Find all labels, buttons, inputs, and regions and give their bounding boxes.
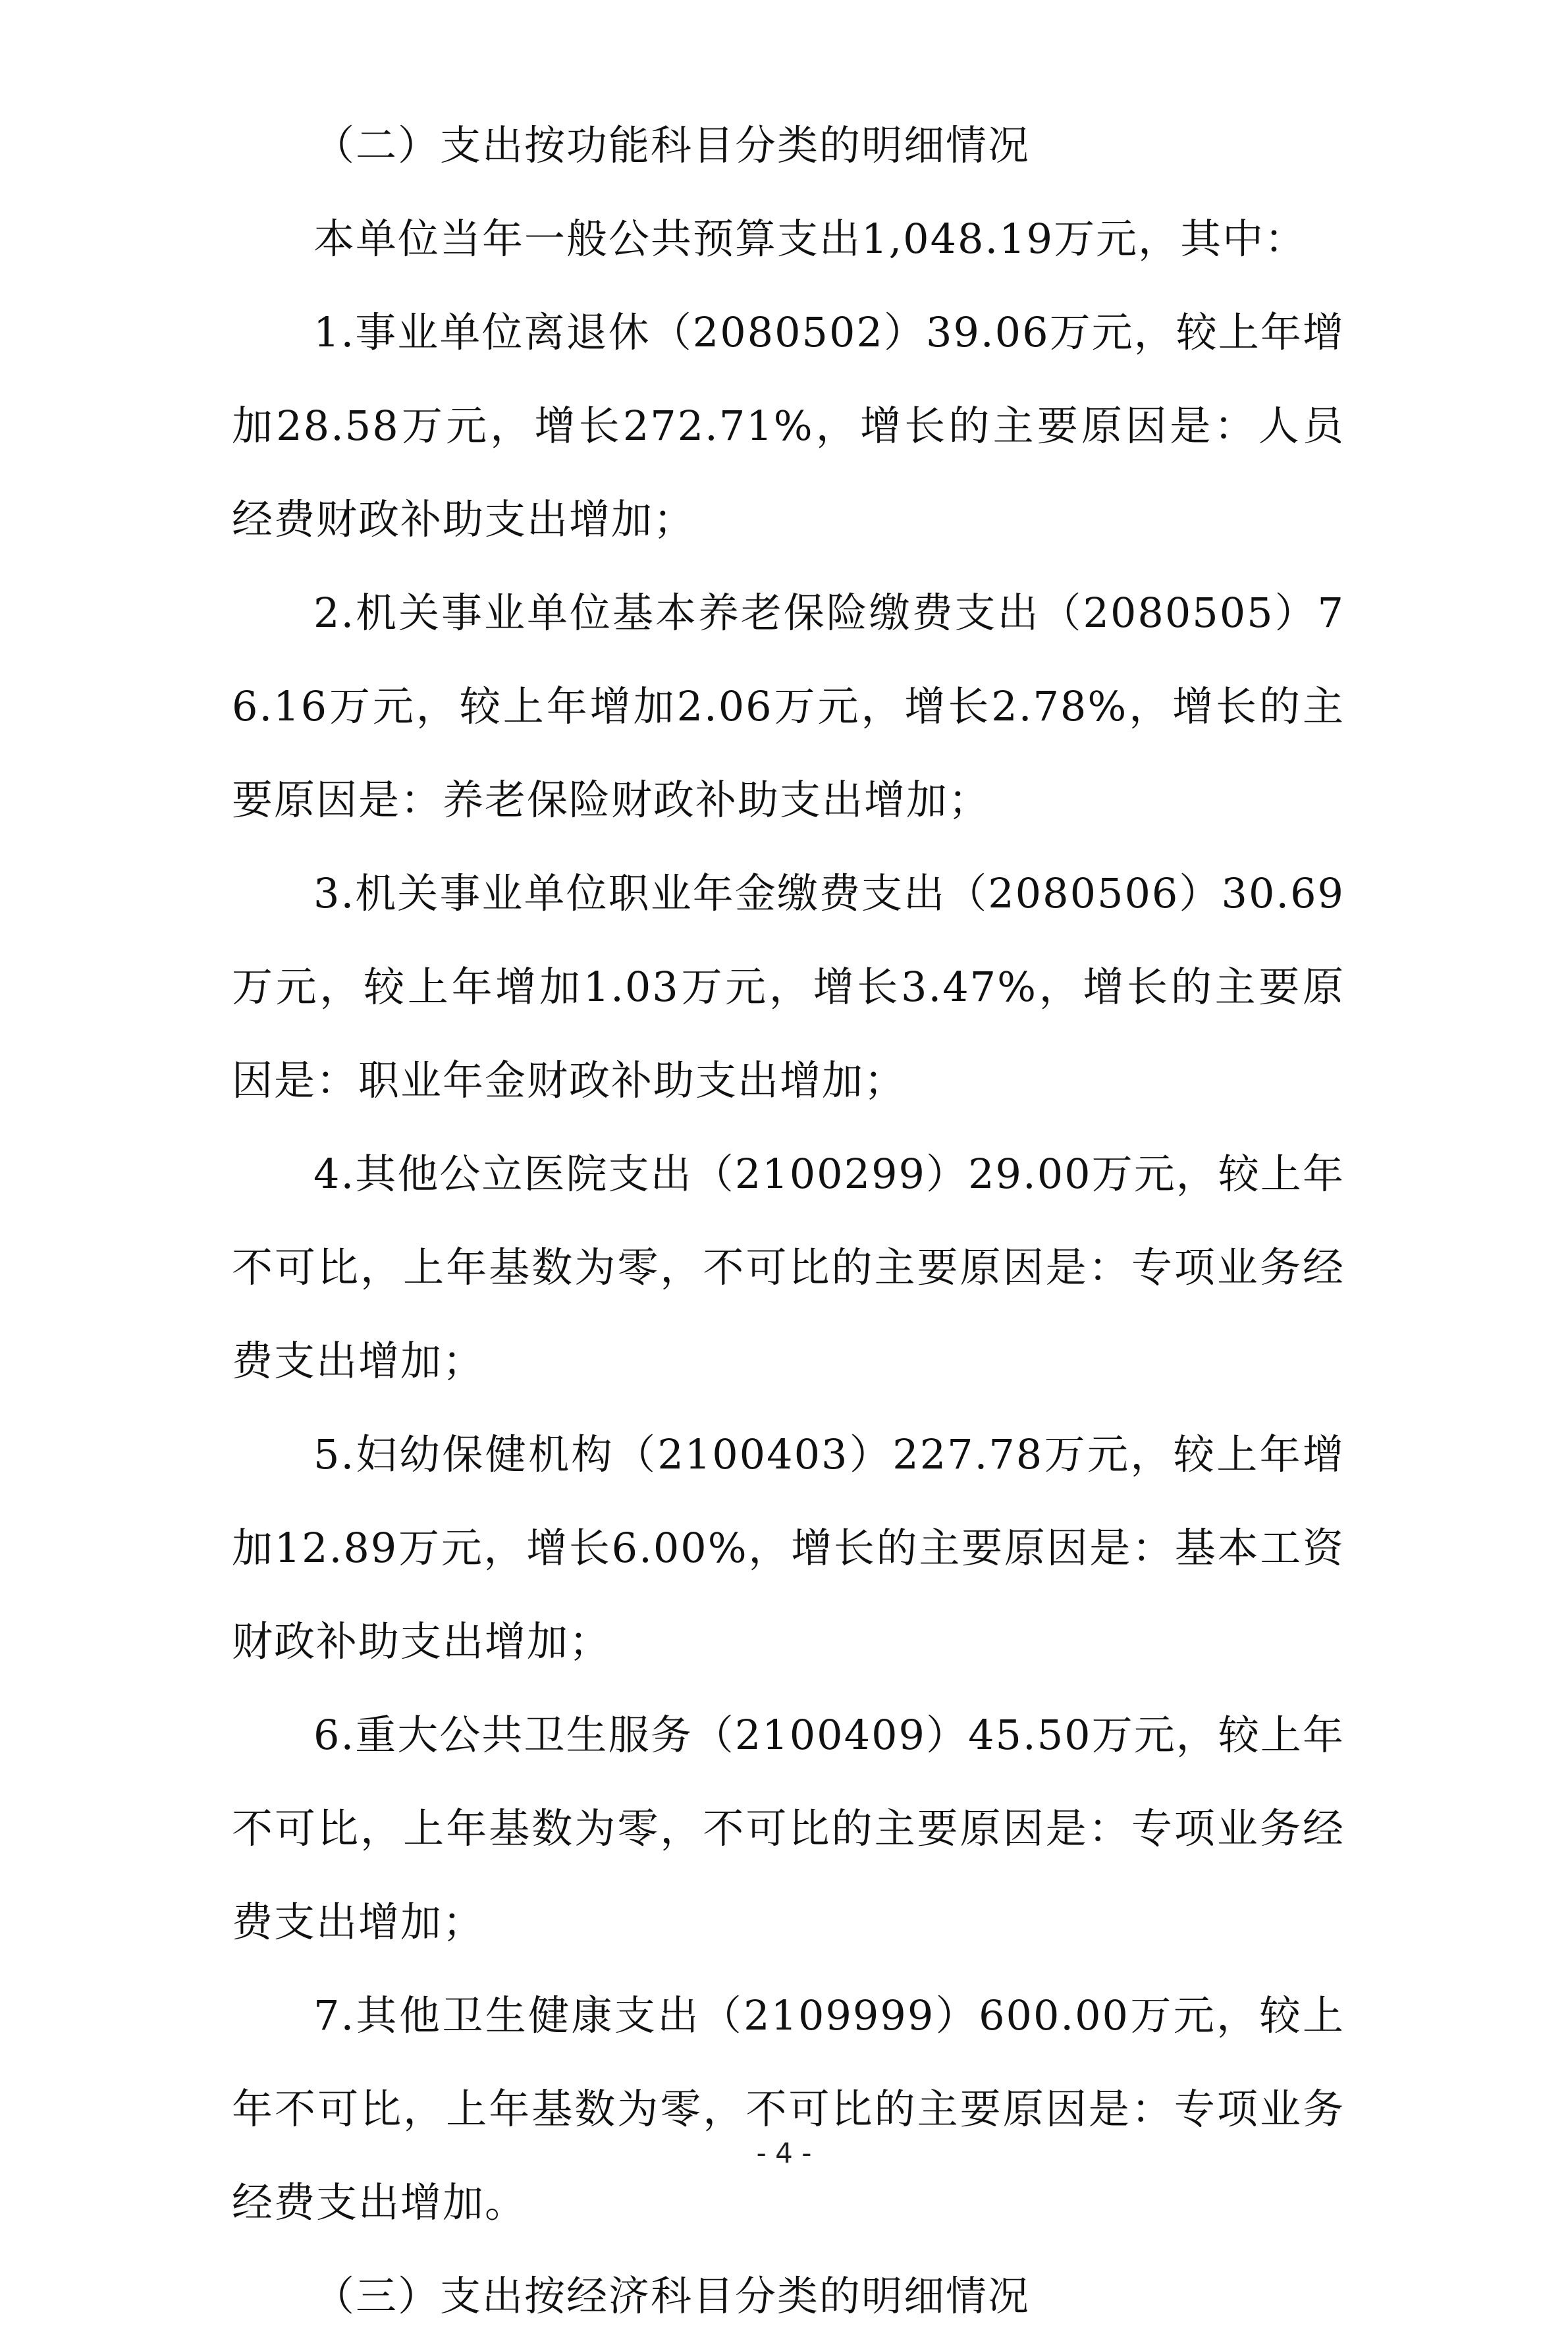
section-heading-economic: （三）支出按经济科目分类的明细情况 [313,2272,1031,2320]
item-public-health-service: 6.重大公共卫生服务（2100409）45.50万元，较上年不可比，上年基数为零，不可比的主要原因是：专项业务经费支出增加； [232,1711,1345,1946]
item-maternal-child-health: 5.妇幼保健机构（2100403）227.78万元，较上年增加12.89万元，增长6.00%，增长的主要原因是：基本工资财政补助支出增加； [232,1430,1345,1665]
document-body [232,99,1345,2343]
intro-paragraph: 本单位当年一般公共预算支出1,048.19万元，其中： [313,215,1307,263]
item-other-health: 7.其他卫生健康支出（2109999）600.00万元，较上年不可比，上年基数为零，不可比的主要原因是：专项业务经费支出增加。 [232,1991,1345,2226]
item-pension-insurance: 2.机关事业单位基本养老保险缴费支出（2080505）76.16万元，较上年增加2.06万元，增长2.78%，增长的主要原因是：养老保险财政补助支出增加； [232,589,1345,824]
page-number: - 4 - [756,2137,812,2169]
item-public-hospital: 4.其他公立医院支出（2100299）29.00万元，较上年不可比，上年基数为零，不可比的主要原因是：专项业务经费支出增加； [232,1150,1345,1385]
section-heading-functional: （二）支出按功能科目分类的明细情况 [313,121,1031,169]
item-occupational-annuity: 3.机关事业单位职业年金缴费支出（2080506）30.69万元，较上年增加1.03万元，增长3.47%，增长的主要原因是：职业年金财政补助支出增加； [232,869,1345,1104]
item-retirement: 1.事业单位离退休（2080502）39.06万元，较上年增加28.58万元，增长272.71%，增长的主要原因是：人员经费财政补助支出增加； [232,308,1345,543]
